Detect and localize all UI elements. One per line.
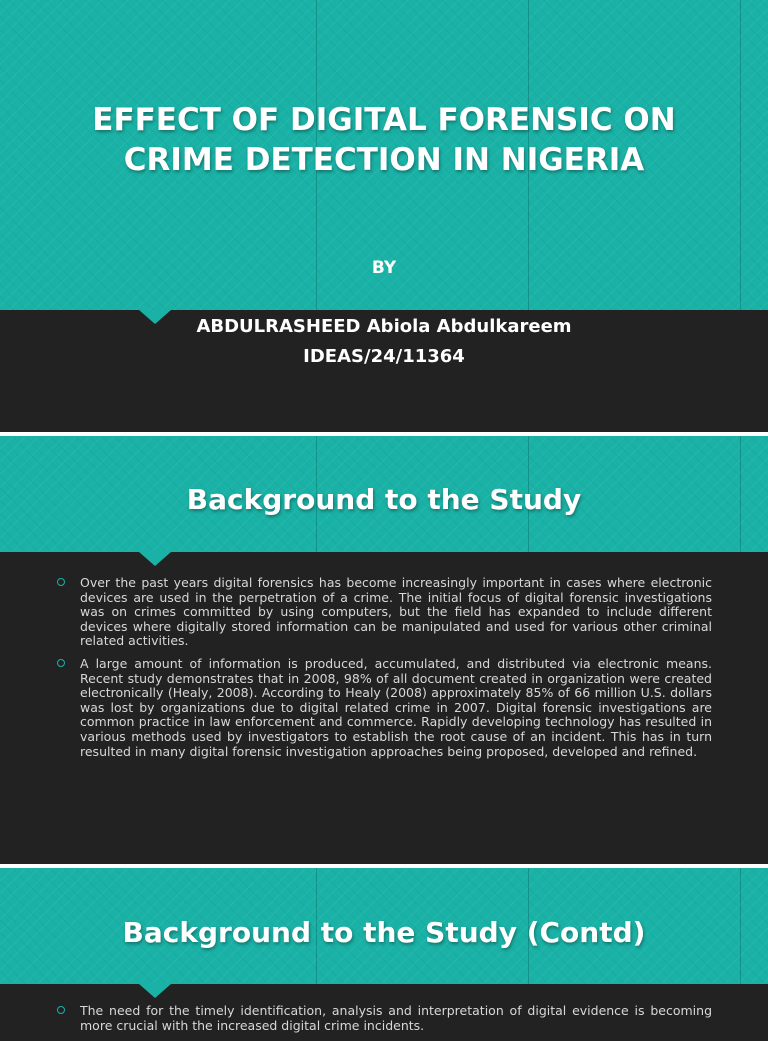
title-line-1: EFFECT OF DIGITAL FORENSIC ON [92, 102, 676, 138]
slide-2-bullets [56, 576, 712, 767]
bullet-circle-icon [57, 1006, 65, 1014]
slide-1-title [40, 100, 728, 180]
author-name: ABDULRASHEED Abiola Abdulkareem [196, 316, 572, 337]
bullet-item [56, 576, 712, 649]
slide-3-bullets [56, 1004, 712, 1041]
slide-3-notch [139, 984, 171, 998]
slide-2-title: Background to the Study [186, 483, 582, 516]
bullet-item [56, 1004, 712, 1033]
slide-2-notch [139, 552, 171, 566]
slide-3-title: Background to the Study (Contd) [122, 916, 646, 949]
bullet-text: Over the past years digital forensics has become increasingly important in cases where electronic devices are used in the perpetration of a crime. The initial focus of digital forensic investigations was on crimes committed by using computers, but the field has expanded to include different devices where digitally stored information can be manipulated and used for various other criminal related activities. [80, 575, 712, 649]
bullet-text: A large amount of information is produced, accumulated, and distributed via electronic means. Recent study demonstrates that in 2008, 98% of all document created in organization were created electronically (Healy, 2008). According to Healy (2008) approximately 85% of 66 million U.S. dollars was lost by organizations due to digital related crime in 2007. Digital forensic investigations are common practice in law enforcement and commerce. Rapidly developing technology has resulted in various methods used by investigators to establish the root cause of an incident. This has in turn resulted in many digital forensic investigation approaches being proposed, developed and refined. [80, 655, 712, 759]
title-line-2: CRIME DETECTION IN NIGERIA [123, 142, 645, 178]
bullet-circle-icon [57, 578, 65, 586]
author-id: IDEAS/24/11364 [303, 346, 465, 367]
slide-3-dark-band [0, 984, 768, 1033]
by-label: BY [371, 258, 397, 278]
bullet-text: The need for the timely identification, analysis and interpretation of digital evidence is becoming more crucial with the increased digital crime incidents. [80, 1003, 712, 1033]
bullet-item [56, 657, 712, 759]
bullet-circle-icon [57, 659, 65, 667]
